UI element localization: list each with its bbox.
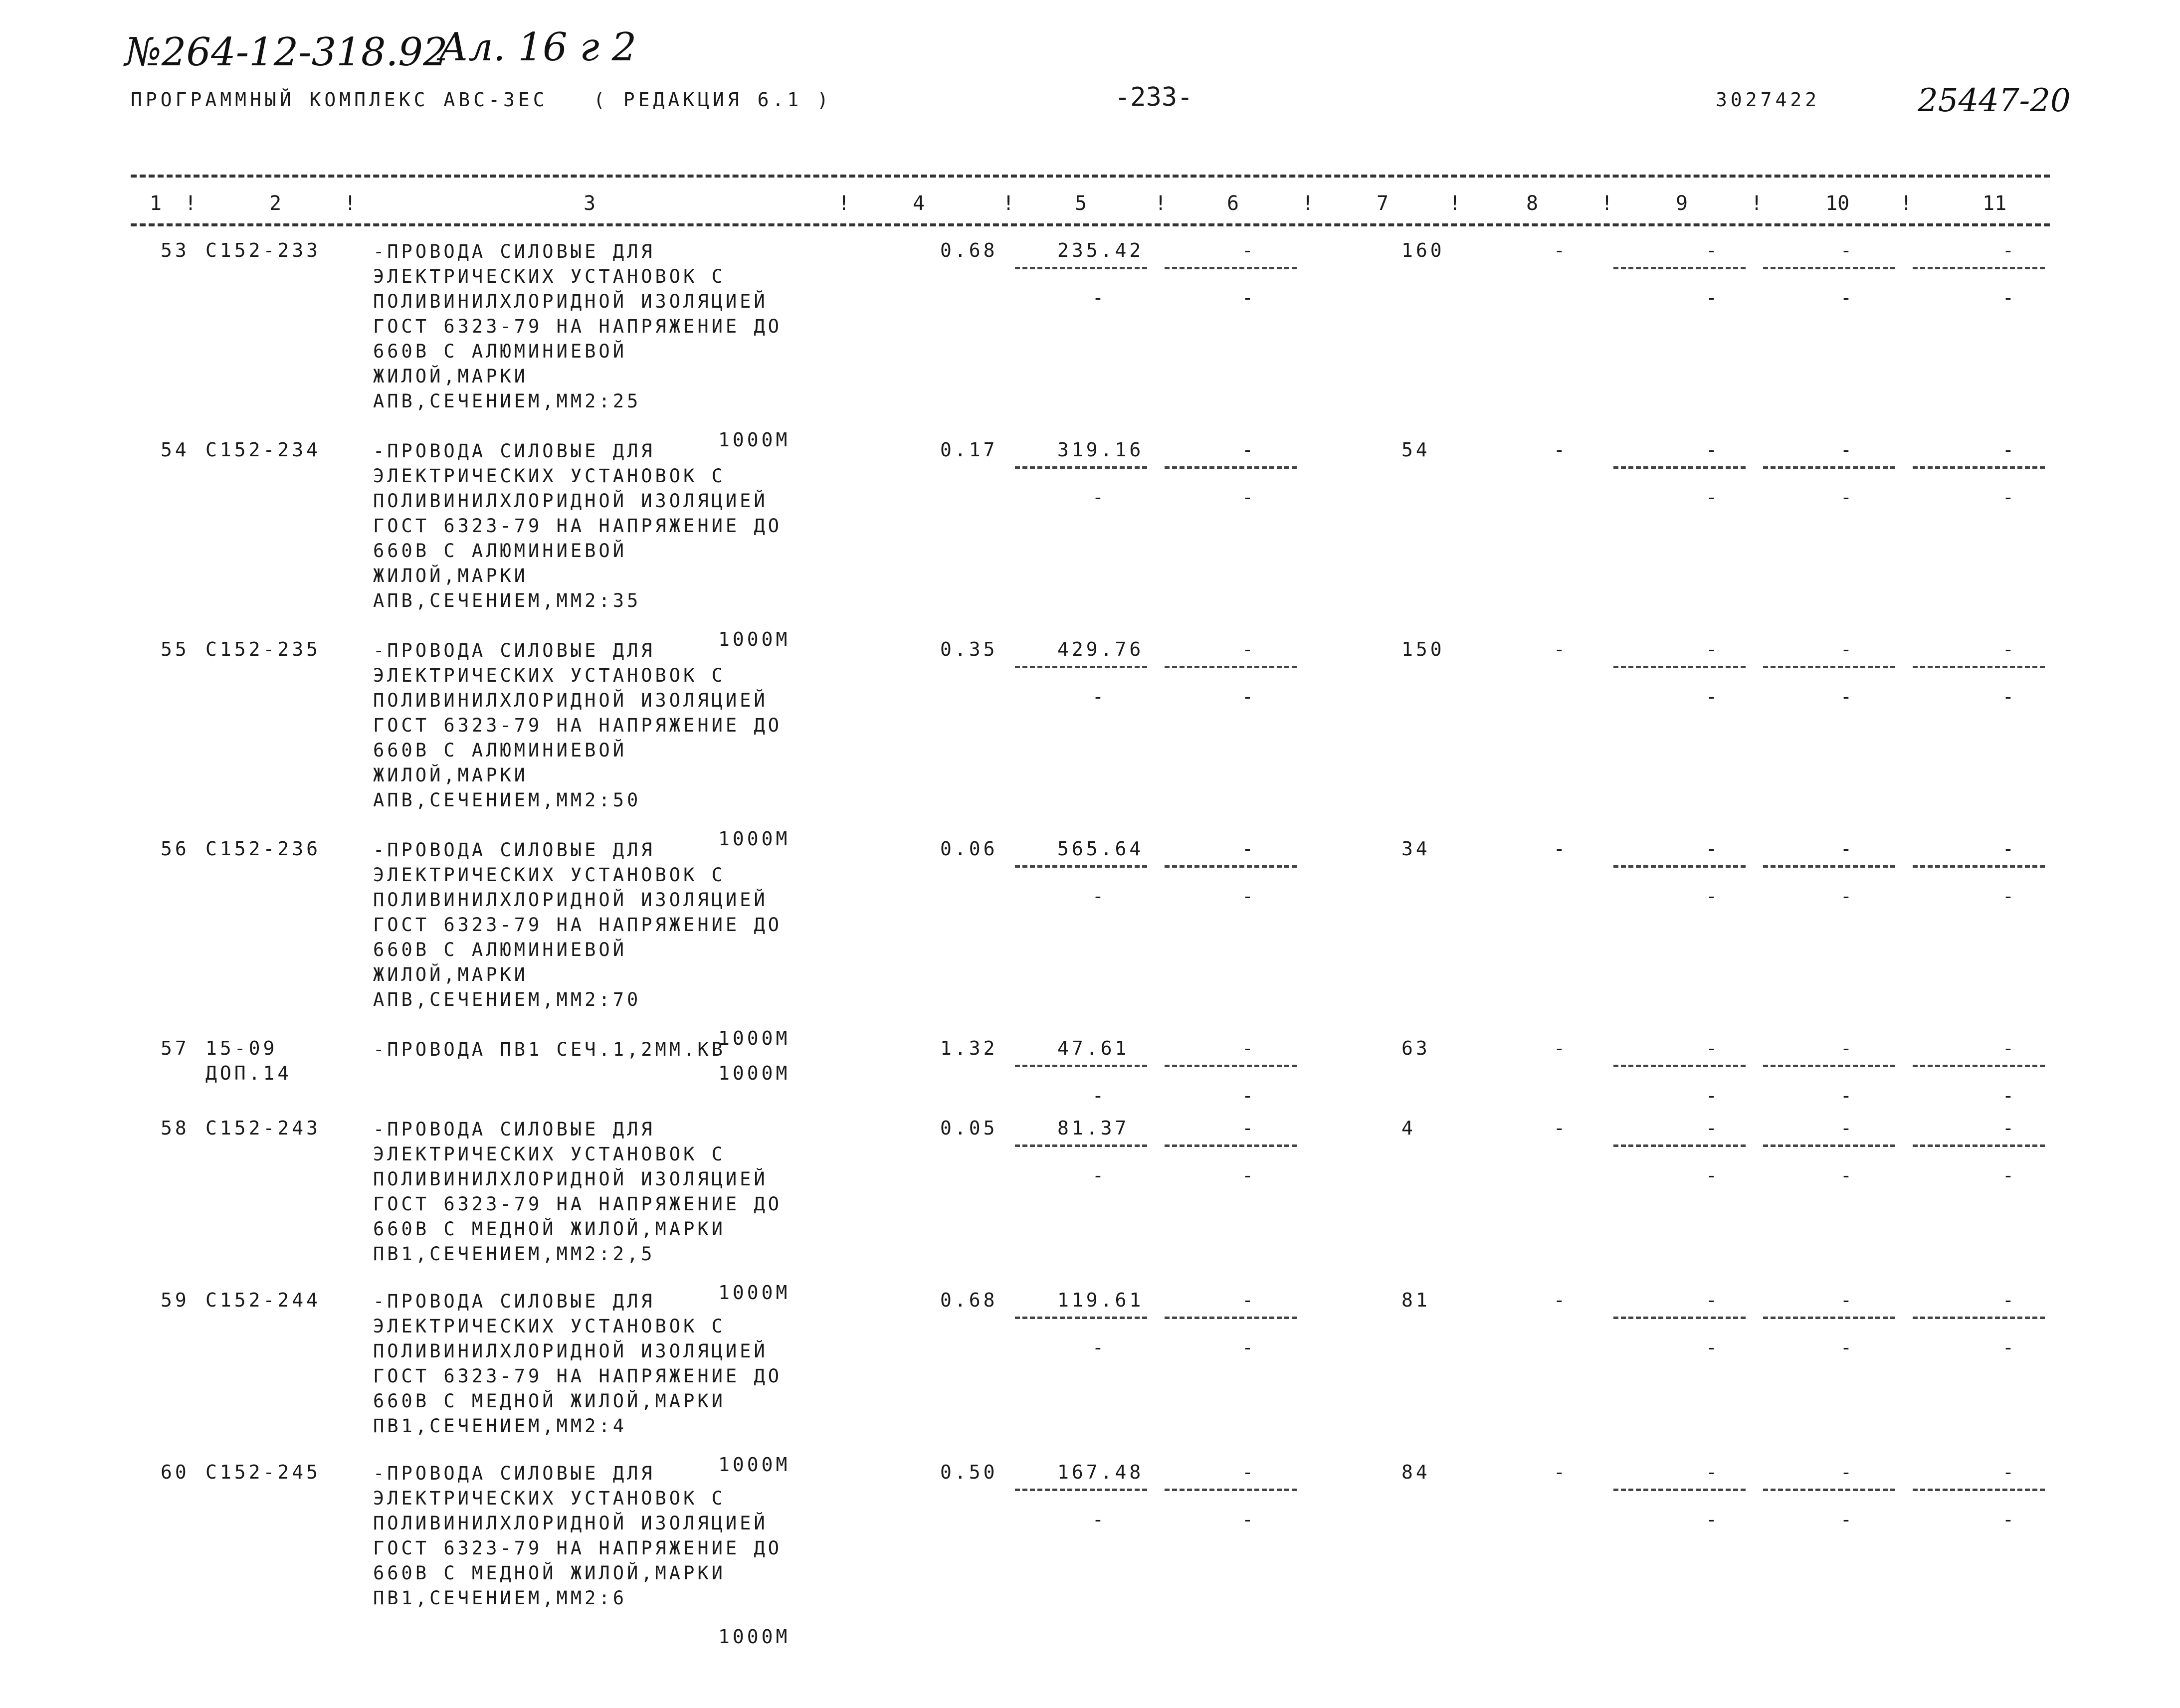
col5-subvalue: - <box>1092 885 1107 907</box>
description-line: ЭЛЕКТРИЧЕСКИХ УСТАНОВОК С <box>373 864 726 886</box>
description-line: ГОСТ 6323-79 НА НАПРЯЖЕНИЕ ДО <box>373 515 783 537</box>
col11-value: - <box>2002 638 2017 660</box>
col5-subvalue: - <box>1092 1509 1107 1530</box>
description-line: -ПРОВОДА ПВ1 СЕЧ.1,2ММ.КВ <box>373 1039 726 1060</box>
description-line: ПВ1,СЕЧЕНИЕМ,ММ2:4 <box>373 1415 627 1437</box>
row-number: 60 <box>161 1461 190 1483</box>
subtotal-divider <box>1913 1489 2045 1491</box>
item-description <box>373 439 782 613</box>
column-header-1: 1 <box>150 192 162 215</box>
col10-subvalue: - <box>1840 486 1855 508</box>
handwritten-sheet-ref: Ал. 16 г 2 <box>439 25 637 70</box>
col9-value: - <box>1706 1461 1720 1483</box>
col4-value: 0.06 <box>940 838 998 860</box>
column-separator: ! <box>1155 192 1167 215</box>
subtotal-divider <box>1015 1317 1147 1319</box>
column-separator: ! <box>1302 192 1314 215</box>
col10-subvalue: - <box>1840 1336 1855 1358</box>
col9-value: - <box>1706 1117 1720 1139</box>
col8-value: - <box>1554 1117 1568 1139</box>
table-top-rule <box>131 175 2050 178</box>
column-header-10: 10 <box>1825 192 1850 215</box>
item-code: С152-233 <box>205 239 321 261</box>
subtotal-divider <box>1763 267 1895 269</box>
col9-value: - <box>1706 1037 1720 1059</box>
description-line: ЖИЛОЙ,МАРКИ <box>373 764 529 786</box>
item-description <box>373 1117 782 1267</box>
col10-value: - <box>1840 838 1855 860</box>
column-separator: ! <box>1601 192 1613 215</box>
row-number: 53 <box>161 239 190 261</box>
unit-of-measure: 1000М <box>718 1626 791 1648</box>
col6-subvalue: - <box>1242 1509 1256 1530</box>
col9-value: - <box>1706 239 1720 261</box>
col5-value: 319.16 <box>1057 439 1144 461</box>
description-line: АПВ,СЕЧЕНИЕМ,ММ2:25 <box>373 390 641 412</box>
col11-value: - <box>2002 838 2017 860</box>
program-edition: ( РЕДАКЦИЯ 6.1 ) <box>594 89 832 111</box>
col5-value: 235.42 <box>1057 239 1144 261</box>
col11-value: - <box>2002 439 2017 461</box>
col10-subvalue: - <box>1840 287 1855 309</box>
col11-value: - <box>2002 1037 2017 1059</box>
column-header-8: 8 <box>1526 192 1539 215</box>
col7-value: 84 <box>1401 1461 1430 1483</box>
subtotal-divider <box>1165 267 1297 269</box>
unit-of-measure: 1000М <box>718 1282 791 1304</box>
col11-subvalue: - <box>2002 1509 2017 1530</box>
item-code: С152-235 <box>205 638 321 660</box>
col4-value: 0.68 <box>940 1289 998 1311</box>
col8-value: - <box>1554 439 1568 461</box>
subtotal-divider <box>1015 865 1147 868</box>
description-line: ПВ1,СЕЧЕНИЕМ,ММ2:6 <box>373 1587 627 1609</box>
subtotal-divider <box>1913 1317 2045 1319</box>
col8-value: - <box>1554 638 1568 660</box>
unit-of-measure: 1000М <box>718 1454 791 1476</box>
row-number: 56 <box>161 838 190 860</box>
col11-subvalue: - <box>2002 486 2017 508</box>
subtotal-divider <box>1613 865 1746 868</box>
col7-value: 63 <box>1401 1037 1430 1059</box>
column-separator: ! <box>185 192 197 215</box>
column-separator: ! <box>1751 192 1763 215</box>
col10-value: - <box>1840 1289 1855 1311</box>
col11-value: - <box>2002 1289 2017 1311</box>
row-number: 57 <box>161 1037 190 1059</box>
col5-value: 81.37 <box>1057 1117 1130 1139</box>
col9-value: - <box>1706 638 1720 660</box>
subtotal-divider <box>1913 1144 2045 1147</box>
subtotal-divider <box>1015 1144 1147 1147</box>
col6-subvalue: - <box>1242 287 1256 309</box>
description-line: ПОЛИВИНИЛХЛОРИДНОЙ ИЗОЛЯЦИЕЙ <box>373 1340 768 1362</box>
description-line: -ПРОВОДА СИЛОВЫЕ ДЛЯ <box>373 1291 655 1312</box>
item-description <box>373 638 782 813</box>
subtotal-divider <box>1015 666 1147 668</box>
column-header-2: 2 <box>269 192 282 215</box>
subtotal-divider <box>1165 1317 1297 1319</box>
description-line: ГОСТ 6323-79 НА НАПРЯЖЕНИЕ ДО <box>373 316 783 337</box>
col11-subvalue: - <box>2002 885 2017 907</box>
subtotal-divider <box>1015 466 1147 469</box>
description-line: ГОСТ 6323-79 НА НАПРЯЖЕНИЕ ДО <box>373 914 783 936</box>
description-line: ГОСТ 6323-79 НА НАПРЯЖЕНИЕ ДО <box>373 1537 783 1559</box>
subtotal-divider <box>1165 1489 1297 1491</box>
col7-value: 54 <box>1401 439 1430 461</box>
col8-value: - <box>1554 239 1568 261</box>
description-line: АПВ,СЕЧЕНИЕМ,ММ2:35 <box>373 590 641 611</box>
col9-subvalue: - <box>1706 686 1720 708</box>
description-line: ПОЛИВИНИЛХЛОРИДНОЙ ИЗОЛЯЦИЕЙ <box>373 1168 768 1190</box>
col6-value: - <box>1242 1461 1256 1483</box>
col4-value: 0.05 <box>940 1117 998 1139</box>
item-code: С152-244 <box>205 1289 321 1311</box>
description-line: ЖИЛОЙ,МАРКИ <box>373 565 529 586</box>
col5-subvalue: - <box>1092 1164 1107 1186</box>
description-line: 660В С МЕДНОЙ ЖИЛОЙ,МАРКИ <box>373 1562 726 1584</box>
col5-subvalue: - <box>1092 686 1107 708</box>
subtotal-divider <box>1763 666 1895 668</box>
subtotal-divider <box>1613 1065 1746 1067</box>
col5-subvalue: - <box>1092 486 1107 508</box>
subtotal-divider <box>1913 267 2045 269</box>
description-line: ГОСТ 6323-79 НА НАПРЯЖЕНИЕ ДО <box>373 715 783 736</box>
description-line: -ПРОВОДА СИЛОВЫЕ ДЛЯ <box>373 1463 655 1484</box>
column-header-6: 6 <box>1227 192 1239 215</box>
description-line: ЭЛЕКТРИЧЕСКИХ УСТАНОВОК С <box>373 1143 726 1165</box>
item-code: С152-243 <box>205 1117 321 1139</box>
col10-value: - <box>1840 439 1855 461</box>
description-line: ЭЛЕКТРИЧЕСКИХ УСТАНОВОК С <box>373 465 726 487</box>
description-line: 660В С АЛЮМИНИЕВОЙ <box>373 341 627 362</box>
col5-value: 565.64 <box>1057 838 1144 860</box>
col6-subvalue: - <box>1242 686 1256 708</box>
description-line: ЭЛЕКТРИЧЕСКИХ УСТАНОВОК С <box>373 266 726 287</box>
col10-subvalue: - <box>1840 1085 1855 1107</box>
col5-subvalue: - <box>1092 1336 1107 1358</box>
col6-value: - <box>1242 1037 1256 1059</box>
col5-subvalue: - <box>1092 1085 1107 1107</box>
description-line: ГОСТ 6323-79 НА НАПРЯЖЕНИЕ ДО <box>373 1365 783 1387</box>
subtotal-divider <box>1613 1317 1746 1319</box>
description-line: АПВ,СЕЧЕНИЕМ,ММ2:70 <box>373 989 641 1010</box>
col8-value: - <box>1554 838 1568 860</box>
col11-subvalue: - <box>2002 686 2017 708</box>
item-description <box>373 838 782 1012</box>
subtotal-divider <box>1015 1065 1147 1067</box>
description-line: ПВ1,СЕЧЕНИЕМ,ММ2:2,5 <box>373 1243 655 1265</box>
col8-value: - <box>1554 1037 1568 1059</box>
description-line: ПОЛИВИНИЛХЛОРИДНОЙ ИЗОЛЯЦИЕЙ <box>373 490 768 512</box>
page-number: -233- <box>1115 82 1193 112</box>
col4-value: 1.32 <box>940 1037 998 1059</box>
handwritten-archive-number: 25447-20 <box>1918 82 2071 119</box>
col6-subvalue: - <box>1242 1164 1256 1186</box>
col11-subvalue: - <box>2002 1085 2017 1107</box>
col10-subvalue: - <box>1840 885 1855 907</box>
subtotal-divider <box>1015 267 1147 269</box>
description-line: 660В С АЛЮМИНИЕВОЙ <box>373 740 627 761</box>
subtotal-divider <box>1165 865 1297 868</box>
subtotal-divider <box>1913 466 2045 469</box>
subtotal-divider <box>1613 1489 1746 1491</box>
description-line: ПОЛИВИНИЛХЛОРИДНОЙ ИЗОЛЯЦИЕЙ <box>373 291 768 312</box>
subtotal-divider <box>1763 1144 1895 1147</box>
subtotal-divider <box>1613 666 1746 668</box>
subtotal-divider <box>1913 666 2045 668</box>
col4-value: 0.50 <box>940 1461 998 1483</box>
unit-of-measure: 1000М <box>718 1027 791 1049</box>
col10-subvalue: - <box>1840 686 1855 708</box>
column-header-5: 5 <box>1075 192 1087 215</box>
description-line: ЭЛЕКТРИЧЕСКИХ УСТАНОВОК С <box>373 1316 726 1337</box>
col6-value: - <box>1242 1117 1256 1139</box>
col5-value: 429.76 <box>1057 638 1144 660</box>
col5-value: 119.61 <box>1057 1289 1144 1311</box>
description-line: -ПРОВОДА СИЛОВЫЕ ДЛЯ <box>373 440 655 462</box>
row-number: 58 <box>161 1117 190 1139</box>
description-line: ПОЛИВИНИЛХЛОРИДНОЙ ИЗОЛЯЦИЕЙ <box>373 1513 768 1534</box>
col11-subvalue: - <box>2002 1336 2017 1358</box>
table-header-rule <box>131 223 2050 226</box>
col9-subvalue: - <box>1706 1336 1720 1358</box>
column-separator: ! <box>1449 192 1461 215</box>
col11-value: - <box>2002 1461 2017 1483</box>
col9-value: - <box>1706 439 1720 461</box>
col7-value: 150 <box>1401 638 1445 660</box>
unit-of-measure: 1000М <box>718 1062 791 1084</box>
col6-value: - <box>1242 838 1256 860</box>
col9-subvalue: - <box>1706 1085 1720 1107</box>
col10-value: - <box>1840 638 1855 660</box>
col9-subvalue: - <box>1706 1509 1720 1530</box>
item-code: С152-234 <box>205 439 321 461</box>
col6-value: - <box>1242 1289 1256 1311</box>
subtotal-divider <box>1763 466 1895 469</box>
subtotal-divider <box>1165 666 1297 668</box>
column-separator: ! <box>1002 192 1015 215</box>
handwritten-doc-number: №264-12-318.92 <box>125 30 448 75</box>
col4-value: 0.68 <box>940 239 998 261</box>
col9-value: - <box>1706 1289 1720 1311</box>
description-line: ПОЛИВИНИЛХЛОРИДНОЙ ИЗОЛЯЦИЕЙ <box>373 889 768 911</box>
col10-value: - <box>1840 1461 1855 1483</box>
col9-subvalue: - <box>1706 486 1720 508</box>
col7-value: 34 <box>1401 838 1430 860</box>
unit-of-measure: 1000М <box>718 429 791 451</box>
column-header-3: 3 <box>584 192 596 215</box>
item-description <box>373 239 782 414</box>
col4-value: 0.17 <box>940 439 998 461</box>
col7-value: 160 <box>1401 239 1445 261</box>
item-description <box>373 1037 726 1062</box>
col11-value: - <box>2002 1117 2017 1139</box>
description-line: ЖИЛОЙ,МАРКИ <box>373 964 529 985</box>
col7-value: 81 <box>1401 1289 1430 1311</box>
col10-value: - <box>1840 239 1855 261</box>
col9-value: - <box>1706 838 1720 860</box>
column-header-4: 4 <box>913 192 925 215</box>
program-title: ПРОГРАММНЫЙ КОМПЛЕКС АВС-3ЕС <box>131 89 548 111</box>
unit-of-measure: 1000М <box>718 828 791 850</box>
col6-value: - <box>1242 638 1256 660</box>
subtotal-divider <box>1165 1144 1297 1147</box>
row-number: 54 <box>161 439 190 461</box>
description-line: 660В С МЕДНОЙ ЖИЛОЙ,МАРКИ <box>373 1218 726 1240</box>
column-header-9: 9 <box>1676 192 1688 215</box>
col6-value: - <box>1242 439 1256 461</box>
col6-subvalue: - <box>1242 486 1256 508</box>
description-line: ЭЛЕКТРИЧЕСКИХ УСТАНОВОК С <box>373 665 726 686</box>
subtotal-divider <box>1613 466 1746 469</box>
col10-value: - <box>1840 1117 1855 1139</box>
item-code: С152-236 <box>205 838 321 860</box>
description-line: ЭЛЕКТРИЧЕСКИХ УСТАНОВОК С <box>373 1488 726 1509</box>
col6-subvalue: - <box>1242 1336 1256 1358</box>
col8-value: - <box>1554 1461 1568 1483</box>
description-line: 660В С АЛЮМИНИЕВОЙ <box>373 939 627 960</box>
row-number: 55 <box>161 638 190 660</box>
document-code: 3027422 <box>1716 89 1820 111</box>
col10-value: - <box>1840 1037 1855 1059</box>
subtotal-divider <box>1763 1317 1895 1319</box>
unit-of-measure: 1000М <box>718 628 791 650</box>
column-header-11: 11 <box>1982 192 2007 215</box>
description-line: АПВ,СЕЧЕНИЕМ,ММ2:50 <box>373 789 641 811</box>
subtotal-divider <box>1165 1065 1297 1067</box>
subtotal-divider <box>1613 1144 1746 1147</box>
column-separator: ! <box>1900 192 1913 215</box>
item-description <box>373 1289 782 1439</box>
col5-value: 167.48 <box>1057 1461 1144 1483</box>
item-code: С152-245 <box>205 1461 321 1483</box>
column-header-7: 7 <box>1377 192 1389 215</box>
col9-subvalue: - <box>1706 1164 1720 1186</box>
subtotal-divider <box>1015 1489 1147 1491</box>
column-separator: ! <box>344 192 357 215</box>
col11-subvalue: - <box>2002 287 2017 309</box>
item-description <box>373 1461 782 1611</box>
description-line: -ПРОВОДА СИЛОВЫЕ ДЛЯ <box>373 1119 655 1140</box>
col6-subvalue: - <box>1242 1085 1256 1107</box>
description-line: -ПРОВОДА СИЛОВЫЕ ДЛЯ <box>373 241 655 262</box>
col6-value: - <box>1242 239 1256 261</box>
col5-value: 47.61 <box>1057 1037 1130 1059</box>
col9-subvalue: - <box>1706 885 1720 907</box>
column-separator: ! <box>838 192 850 215</box>
col9-subvalue: - <box>1706 287 1720 309</box>
description-line: -ПРОВОДА СИЛОВЫЕ ДЛЯ <box>373 839 655 861</box>
subtotal-divider <box>1913 1065 2045 1067</box>
col5-subvalue: - <box>1092 287 1107 309</box>
row-number: 59 <box>161 1289 190 1311</box>
col8-value: - <box>1554 1289 1568 1311</box>
description-line: 660В С АЛЮМИНИЕВОЙ <box>373 540 627 562</box>
item-code-suffix: ДОП.14 <box>205 1062 292 1084</box>
description-line: ПОЛИВИНИЛХЛОРИДНОЙ ИЗОЛЯЦИЕЙ <box>373 690 768 711</box>
col10-subvalue: - <box>1840 1164 1855 1186</box>
col4-value: 0.35 <box>940 638 998 660</box>
col11-subvalue: - <box>2002 1164 2017 1186</box>
description-line: -ПРОВОДА СИЛОВЫЕ ДЛЯ <box>373 640 655 661</box>
subtotal-divider <box>1613 267 1746 269</box>
col6-subvalue: - <box>1242 885 1256 907</box>
item-code: 15-09 <box>205 1037 278 1059</box>
subtotal-divider <box>1763 1489 1895 1491</box>
col7-value: 4 <box>1401 1117 1416 1139</box>
description-line: 660В С МЕДНОЙ ЖИЛОЙ,МАРКИ <box>373 1390 726 1412</box>
subtotal-divider <box>1763 1065 1895 1067</box>
subtotal-divider <box>1763 865 1895 868</box>
subtotal-divider <box>1165 466 1297 469</box>
subtotal-divider <box>1913 865 2045 868</box>
description-line: ЖИЛОЙ,МАРКИ <box>373 366 529 387</box>
col10-subvalue: - <box>1840 1509 1855 1530</box>
col11-value: - <box>2002 239 2017 261</box>
description-line: ГОСТ 6323-79 НА НАПРЯЖЕНИЕ ДО <box>373 1193 783 1215</box>
